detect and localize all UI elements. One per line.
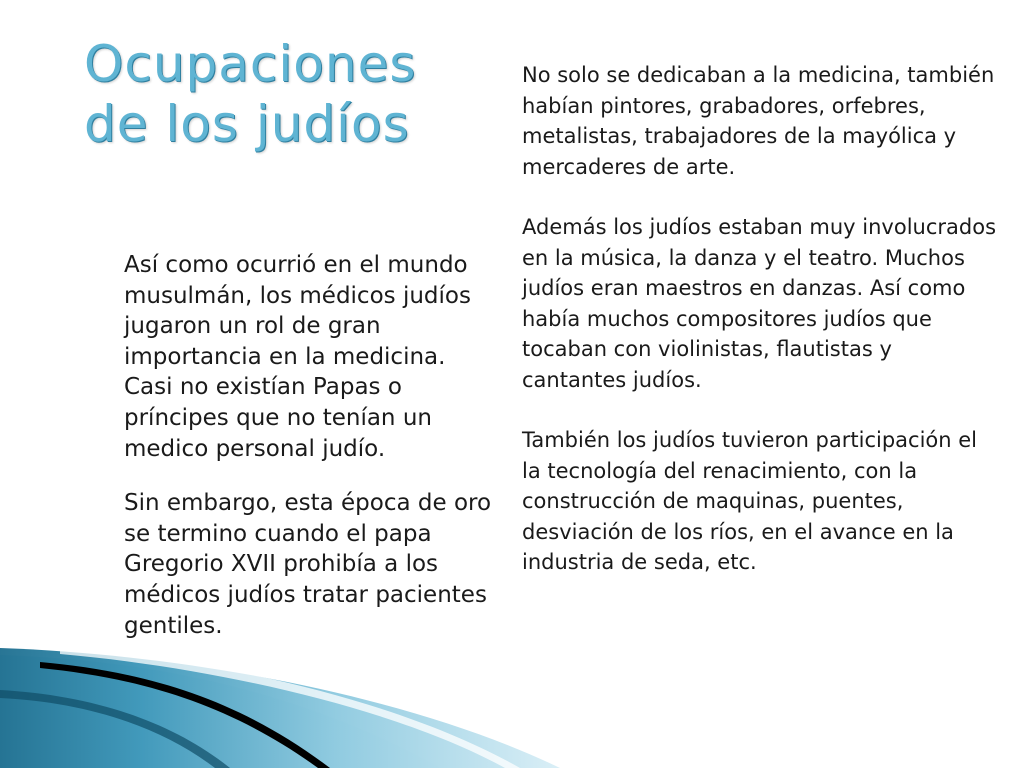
right-paragraph-1: No solo se dedicaban a la medicina, también habían pintores, grabadores, orfebres, metalistas, trabajadores de la mayólica y mercaderes de arte. [522,63,995,179]
title-line-2: de los judíos [84,95,410,153]
left-paragraph-1: Así como ocurrió en el mundo musulmán, los médicos judíos jugaron un rol de gran importancia en la medicina. Casi no existían Papas o príncipes que no tenían un medico personal judío. [124,252,471,462]
wave-dark-stroke [0,690,230,768]
slide-title [84,34,484,154]
wave-main-band [0,648,560,768]
wave-black-stroke [40,662,330,768]
right-paragraph-3: También los judíos tuvieron participación el la tecnología del renacimiento, con la construcción de maquinas, puentes, desviación de los ríos, en el avance en la industria de seda, etc. [522,428,977,574]
title-line-1: Ocupaciones [84,35,417,93]
right-paragraph-2: Además los judíos estaban muy involucrados en la música, la danza y el teatro. Muchos judíos eran maestros en danzas. Así como había muchos compositores judíos que tocaban con violinistas, flautistas y cantantes judíos. [522,215,997,392]
left-paragraph-2: Sin embargo, esta época de oro se termino cuando el papa Gregorio XVII prohibía a los médicos judíos tratar pacientes gentiles. [124,490,492,639]
wave-light-band [0,655,440,768]
wave-white-stroke [60,648,520,768]
left-column [124,250,496,665]
right-column [522,60,1002,608]
